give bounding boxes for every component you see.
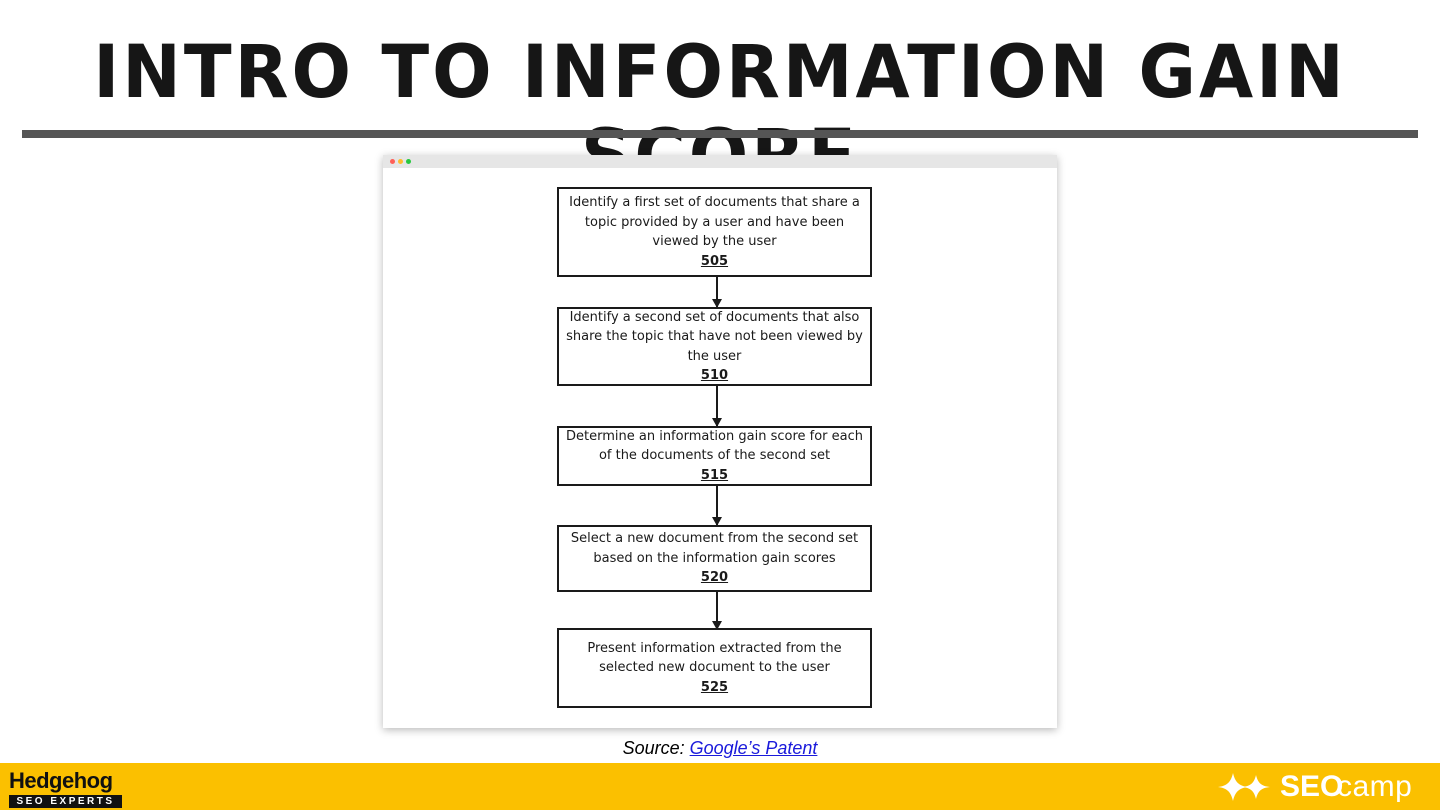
- flowchart-step-525: [557, 628, 872, 708]
- step-number: 520: [700, 570, 729, 586]
- browser-title-bar: [383, 155, 1057, 168]
- step-description: Determine an information gain score for each of the documents of the second set: [566, 428, 863, 464]
- step-number: 510: [700, 368, 729, 383]
- flowchart-step-520: [557, 525, 872, 592]
- source-link[interactable]: Google’s Patent: [689, 738, 818, 758]
- hedgehog-logo: [9, 768, 123, 808]
- flow-arrow: [716, 486, 718, 525]
- step-number: 525: [700, 679, 729, 695]
- footer-band: [0, 763, 1440, 810]
- step-description: Identify a second set of documents that also share the topic that have not been viewed by the user: [566, 309, 863, 364]
- step-number: 505: [700, 253, 729, 269]
- sparkle-icon: [1218, 771, 1276, 803]
- flowchart-step-510: [557, 307, 872, 386]
- seocamp-logo: [1218, 771, 1428, 803]
- flowchart-step-515: [557, 426, 872, 486]
- step-description: Present information extracted from the selected new document to the user: [587, 640, 842, 676]
- step-description: Select a new document from the second set based on the information gain scores: [570, 531, 859, 566]
- step-description: Identify a first set of documents that share a topic provided by a user and have been viewed by the user: [569, 195, 860, 249]
- flow-arrow: [716, 277, 718, 307]
- window-maximize-dot: [406, 159, 411, 164]
- step-number: 515: [700, 467, 729, 483]
- slide-title: INTRO TO INFORMATION GAIN: [93, 28, 1347, 116]
- source-label: Source:: [622, 738, 685, 758]
- flowchart-step-505: [557, 187, 872, 277]
- hedgehog-logo-subtitle: SEO EXPERTS: [9, 795, 122, 808]
- flow-arrow: [716, 592, 718, 629]
- title-divider: [22, 130, 1418, 138]
- window-minimize-dot: [398, 159, 403, 164]
- flow-arrow: [716, 386, 718, 426]
- seocamp-logo-bold: SEO: [1280, 770, 1344, 803]
- browser-window-mockup: [383, 155, 1057, 728]
- source-caption: [0, 738, 1440, 759]
- seocamp-logo-light: camp: [1337, 770, 1413, 803]
- window-close-dot: [390, 159, 395, 164]
- hedgehog-logo-name: Hedgehog: [9, 768, 113, 793]
